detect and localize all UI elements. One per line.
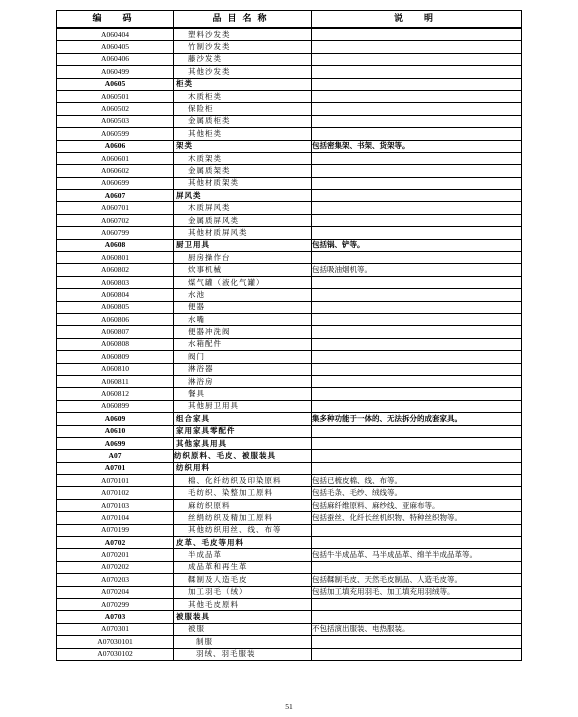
row-name-cell: 塑料沙发类	[174, 28, 312, 41]
table-row	[57, 165, 522, 177]
row-note-cell	[312, 598, 522, 610]
row-code-cell: A0606	[57, 140, 174, 152]
row-note-cell	[312, 537, 522, 549]
row-code-cell: A060699	[57, 177, 174, 189]
table-row	[57, 227, 522, 239]
row-name-cell: 金属质屏风类	[174, 214, 312, 226]
row-note-cell	[312, 66, 522, 78]
row-note-cell: 包括锅、铲等。	[312, 239, 522, 251]
row-name-cell: 煤气罐（液化气罐）	[174, 276, 312, 288]
row-note-cell	[312, 115, 522, 127]
row-name-cell: 其他材质屏风类	[174, 227, 312, 239]
row-name-cell: 屏风类	[174, 190, 312, 202]
row-code-cell: A060503	[57, 115, 174, 127]
row-note-cell	[312, 388, 522, 400]
row-name-cell: 毛纺织、染整加工原料	[174, 487, 312, 499]
table-row	[57, 611, 522, 623]
row-code-cell: A060502	[57, 103, 174, 115]
row-name-cell: 便器冲洗阀	[174, 326, 312, 338]
table-row	[57, 363, 522, 375]
row-note-cell	[312, 202, 522, 214]
table-row	[57, 202, 522, 214]
row-note-cell: 包括牛半成品革、马半成品革、绵羊半成品革等。	[312, 549, 522, 561]
table-row	[57, 313, 522, 325]
row-note-cell	[312, 437, 522, 449]
table-row	[57, 462, 522, 474]
row-note-cell	[312, 53, 522, 65]
row-code-cell: A0701	[57, 462, 174, 474]
row-code-cell: A070204	[57, 586, 174, 598]
row-code-cell: A060406	[57, 53, 174, 65]
row-note-cell	[312, 227, 522, 239]
row-note-cell	[312, 165, 522, 177]
row-note-cell	[312, 313, 522, 325]
row-code-cell: A060805	[57, 301, 174, 313]
table-row	[57, 214, 522, 226]
row-note-cell	[312, 363, 522, 375]
table-row	[57, 301, 522, 313]
table-row	[57, 53, 522, 65]
row-code-cell: A060812	[57, 388, 174, 400]
row-code-cell: A0610	[57, 425, 174, 437]
header-note: 说 明	[312, 11, 522, 29]
table-row	[57, 152, 522, 164]
table-row	[57, 66, 522, 78]
row-note-cell	[312, 326, 522, 338]
row-note-cell	[312, 28, 522, 41]
table-row	[57, 537, 522, 549]
row-note-cell	[312, 400, 522, 412]
row-note-cell	[312, 190, 522, 202]
row-name-cell: 藤沙发类	[174, 53, 312, 65]
row-code-cell: A070201	[57, 549, 174, 561]
row-note-cell	[312, 252, 522, 264]
row-code-cell: A0703	[57, 611, 174, 623]
row-name-cell: 保险柜	[174, 103, 312, 115]
row-code-cell: A0699	[57, 437, 174, 449]
row-name-cell: 被服	[174, 623, 312, 635]
table-row	[57, 78, 522, 90]
table-row	[57, 375, 522, 387]
row-name-cell: 水嘴	[174, 313, 312, 325]
table-row	[57, 648, 522, 660]
catalog-table	[56, 10, 522, 661]
row-name-cell: 金属质架类	[174, 165, 312, 177]
table-row	[57, 252, 522, 264]
row-note-cell	[312, 561, 522, 573]
table-row	[57, 425, 522, 437]
row-note-cell: 包括密集架、书架、货架等。	[312, 140, 522, 152]
row-note-cell	[312, 90, 522, 102]
table-row	[57, 239, 522, 251]
row-note-cell	[312, 338, 522, 350]
table-row	[57, 574, 522, 586]
row-note-cell	[312, 214, 522, 226]
row-code-cell: A070299	[57, 598, 174, 610]
row-code-cell: A070203	[57, 574, 174, 586]
row-note-cell: 包括鞣制毛皮、天然毛皮制品、人造毛皮等。	[312, 574, 522, 586]
row-name-cell: 淋浴器	[174, 363, 312, 375]
row-code-cell: A070301	[57, 623, 174, 635]
table-row	[57, 450, 522, 462]
header-code: 编 码	[57, 11, 174, 29]
row-code-cell: A0609	[57, 413, 174, 425]
row-name-cell: 厨卫用具	[174, 239, 312, 251]
table-row	[57, 115, 522, 127]
row-name-cell: 其他厨卫用具	[174, 400, 312, 412]
row-note-cell	[312, 78, 522, 90]
table-row	[57, 561, 522, 573]
row-name-cell: 其他毛皮原料	[174, 598, 312, 610]
row-name-cell: 家用家具零配件	[174, 425, 312, 437]
table-header-row	[57, 11, 522, 29]
row-name-cell: 棉、化纤纺织及印染原料	[174, 475, 312, 487]
row-name-cell: 木质柜类	[174, 90, 312, 102]
row-name-cell: 其他柜类	[174, 128, 312, 140]
row-code-cell: A070202	[57, 561, 174, 573]
row-code-cell: A060701	[57, 202, 174, 214]
row-code-cell: A0608	[57, 239, 174, 251]
row-code-cell: A070199	[57, 524, 174, 536]
row-name-cell: 金属质柜类	[174, 115, 312, 127]
table-row	[57, 437, 522, 449]
row-code-cell: A0605	[57, 78, 174, 90]
row-name-cell: 纺织用料	[174, 462, 312, 474]
row-name-cell: 纺织原料、毛皮、被服装具	[174, 450, 312, 462]
table-row	[57, 636, 522, 648]
table-row	[57, 276, 522, 288]
row-name-cell: 半成品革	[174, 549, 312, 561]
row-code-cell: A060599	[57, 128, 174, 140]
row-name-cell: 柜类	[174, 78, 312, 90]
table-row	[57, 103, 522, 115]
row-code-cell: A060602	[57, 165, 174, 177]
table-row	[57, 400, 522, 412]
row-name-cell: 炊事机械	[174, 264, 312, 276]
row-note-cell	[312, 289, 522, 301]
table-row	[57, 623, 522, 635]
table-row	[57, 190, 522, 202]
row-name-cell: 丝绢纺织及精加工原料	[174, 512, 312, 524]
row-name-cell: 皮革、毛皮等用料	[174, 537, 312, 549]
table-row	[57, 140, 522, 152]
page-number: 51	[285, 702, 293, 711]
row-note-cell	[312, 301, 522, 313]
row-code-cell: A060803	[57, 276, 174, 288]
table-row	[57, 128, 522, 140]
table-row	[57, 512, 522, 524]
table-body	[57, 28, 522, 660]
table-row	[57, 177, 522, 189]
row-code-cell: A070102	[57, 487, 174, 499]
row-code-cell: A060801	[57, 252, 174, 264]
row-note-cell	[312, 351, 522, 363]
row-name-cell: 制服	[174, 636, 312, 648]
table-row	[57, 413, 522, 425]
row-name-cell: 水池	[174, 289, 312, 301]
row-code-cell: A07030101	[57, 636, 174, 648]
row-name-cell: 木质架类	[174, 152, 312, 164]
table-row	[57, 41, 522, 53]
row-note-cell: 包括吸油烟机等。	[312, 264, 522, 276]
row-code-cell: A060811	[57, 375, 174, 387]
row-note-cell	[312, 636, 522, 648]
row-code-cell: A07030102	[57, 648, 174, 660]
table-row	[57, 598, 522, 610]
row-name-cell: 成品革和再生革	[174, 561, 312, 573]
row-name-cell: 其他沙发类	[174, 66, 312, 78]
row-code-cell: A0607	[57, 190, 174, 202]
row-note-cell	[312, 524, 522, 536]
row-note-cell	[312, 611, 522, 623]
row-code-cell: A060404	[57, 28, 174, 41]
row-note-cell: 不包括演出服装、电热服装。	[312, 623, 522, 635]
row-note-cell: 包括已梳皮棉、线、布等。	[312, 475, 522, 487]
table-row	[57, 549, 522, 561]
row-name-cell: 其他纺织用丝、线、布等	[174, 524, 312, 536]
table-row	[57, 586, 522, 598]
row-name-cell: 组合家具	[174, 413, 312, 425]
row-note-cell	[312, 462, 522, 474]
row-code-cell: A060702	[57, 214, 174, 226]
row-code-cell: A0702	[57, 537, 174, 549]
row-note-cell	[312, 103, 522, 115]
row-code-cell: A060806	[57, 313, 174, 325]
row-code-cell: A070103	[57, 499, 174, 511]
row-name-cell: 餐具	[174, 388, 312, 400]
row-note-cell: 包括加工填充用羽毛、加工填充用羽绒等。	[312, 586, 522, 598]
table-row	[57, 351, 522, 363]
table-row	[57, 28, 522, 41]
row-name-cell: 羽绒、羽毛服装	[174, 648, 312, 660]
row-code-cell: A060807	[57, 326, 174, 338]
table-row	[57, 289, 522, 301]
table-row	[57, 487, 522, 499]
row-code-cell: A060601	[57, 152, 174, 164]
row-code-cell: A060808	[57, 338, 174, 350]
row-code-cell: A070104	[57, 512, 174, 524]
row-name-cell: 加工羽毛（绒）	[174, 586, 312, 598]
row-note-cell	[312, 450, 522, 462]
row-name-cell: 架类	[174, 140, 312, 152]
row-note-cell: 包括蚕丝、化纤长丝机织物、特种丝织物等。	[312, 512, 522, 524]
row-note-cell	[312, 177, 522, 189]
row-name-cell: 便器	[174, 301, 312, 313]
row-code-cell: A060810	[57, 363, 174, 375]
table-row	[57, 499, 522, 511]
table-row	[57, 326, 522, 338]
table-row	[57, 338, 522, 350]
row-name-cell: 被服装具	[174, 611, 312, 623]
table-row	[57, 264, 522, 276]
row-name-cell: 阀门	[174, 351, 312, 363]
row-name-cell: 其他家具用具	[174, 437, 312, 449]
row-code-cell: A060804	[57, 289, 174, 301]
row-code-cell: A060802	[57, 264, 174, 276]
row-code-cell: A060899	[57, 400, 174, 412]
table-row	[57, 388, 522, 400]
row-note-cell: 包括毛条、毛纱、绒线等。	[312, 487, 522, 499]
row-note-cell	[312, 276, 522, 288]
row-name-cell: 木质屏风类	[174, 202, 312, 214]
row-name-cell: 厨房操作台	[174, 252, 312, 264]
table-row	[57, 524, 522, 536]
row-note-cell	[312, 375, 522, 387]
row-name-cell: 水箱配件	[174, 338, 312, 350]
header-name: 品目名称	[174, 11, 312, 29]
row-note-cell	[312, 41, 522, 53]
row-code-cell: A060501	[57, 90, 174, 102]
row-name-cell: 竹制沙发类	[174, 41, 312, 53]
row-code-cell: A07	[57, 450, 174, 462]
row-name-cell: 鞣制及人造毛皮	[174, 574, 312, 586]
row-note-cell	[312, 648, 522, 660]
row-note-cell: 集多种功能于一体的、无法拆分的成套家具。	[312, 413, 522, 425]
row-note-cell	[312, 152, 522, 164]
table-row	[57, 90, 522, 102]
row-note-cell	[312, 128, 522, 140]
row-name-cell: 淋浴房	[174, 375, 312, 387]
row-note-cell	[312, 425, 522, 437]
table-row	[57, 475, 522, 487]
row-code-cell: A060405	[57, 41, 174, 53]
row-code-cell: A060809	[57, 351, 174, 363]
row-code-cell: A060799	[57, 227, 174, 239]
row-note-cell: 包括麻纤维原料、麻纱线、亚麻布等。	[312, 499, 522, 511]
row-name-cell: 麻纺织原料	[174, 499, 312, 511]
row-code-cell: A070101	[57, 475, 174, 487]
row-code-cell: A060499	[57, 66, 174, 78]
row-name-cell: 其他材质架类	[174, 177, 312, 189]
